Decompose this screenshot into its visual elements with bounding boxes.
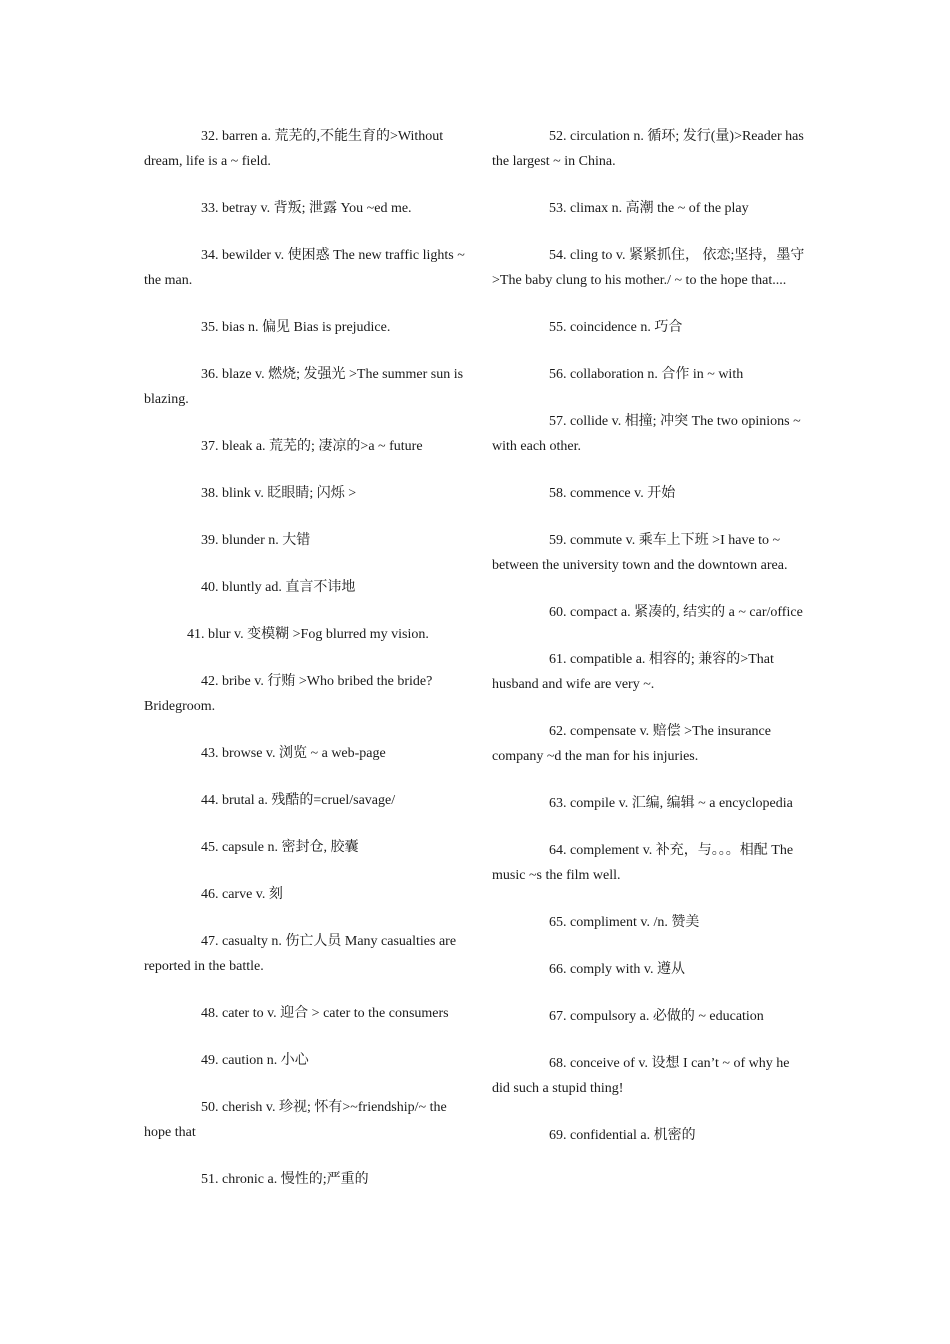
vocab-entry: 38. blink v. 眨眼睛; 闪烁 > bbox=[201, 486, 357, 501]
vocab-entry: 63. compile v. 汇编, 编辑 ~ a encyclopedia bbox=[549, 796, 793, 811]
vocab-entry: 37. bleak a. 荒芜的; 凄凉的>a ~ future bbox=[201, 439, 423, 454]
vocab-entry: 47. casualty n. 伤亡人员 Many casualties are reported in the battle. bbox=[144, 934, 457, 974]
vocab-entry: 52. circulation n. 循环; 发行(量)>Reader has the largest ~ in China. bbox=[492, 129, 804, 169]
vocab-entry: 53. climax n. 高潮 the ~ of the play bbox=[549, 201, 749, 216]
vocab-entry: 61. compatible a. 相容的; 兼容的>That husband and wife are very ~. bbox=[492, 652, 774, 692]
vocab-entry: 51. chronic a. 慢性的;严重的 bbox=[201, 1172, 369, 1187]
vocab-entry: 46. carve v. 刻 bbox=[201, 887, 283, 902]
vocab-entry: 54. cling to v. 紧紧抓住， 依恋;坚持，墨守>The baby clung to his mother./ ~ to the hope that.... bbox=[492, 248, 805, 288]
vocab-entry: 69. confidential a. 机密的 bbox=[549, 1128, 696, 1143]
vocab-entry: 62. compensate v. 赔偿 >The insurance company ~d the man for his injuries. bbox=[492, 724, 771, 764]
vocab-entry: 44. brutal a. 残酷的=cruel/savage/ bbox=[201, 793, 396, 808]
vocab-entry: 35. bias n. 偏见 Bias is prejudice. bbox=[201, 320, 391, 335]
vocab-entry: 56. collaboration n. 合作 in ~ with bbox=[549, 367, 744, 382]
vocab-entry: 50. cherish v. 珍视; 怀有>~friendship/~ the hope that bbox=[144, 1100, 447, 1140]
vocab-entry: 34. bewilder v. 使困惑 The new traffic lights ~ the man. bbox=[144, 248, 465, 288]
left-column bbox=[144, 124, 466, 1214]
vocab-entry: 39. blunder n. 大错 bbox=[201, 533, 311, 548]
vocab-entry: 32. barren a. 荒芜的,不能生育的>Without dream, life is a ~ field. bbox=[144, 129, 444, 169]
right-column bbox=[492, 124, 810, 1170]
vocab-entry: 58. commence v. 开始 bbox=[549, 486, 676, 501]
vocab-entry: 60. compact a. 紧凑的, 结实的 a ~ car/office bbox=[549, 605, 803, 620]
vocab-entry: 45. capsule n. 密封仓, 胶囊 bbox=[201, 840, 359, 855]
vocab-entry: 41. blur v. 变模糊 >Fog blurred my vision. bbox=[187, 627, 429, 642]
vocab-entry: 36. blaze v. 燃烧; 发强光 >The summer sun is blazing. bbox=[144, 367, 464, 407]
vocab-entry: 66. comply with v. 遵从 bbox=[549, 962, 685, 977]
vocab-entry: 40. bluntly ad. 直言不讳地 bbox=[201, 580, 356, 595]
vocab-entry: 59. commute v. 乘车上下班 >I have to ~ between the university town and the downtown area. bbox=[492, 533, 788, 573]
vocab-entry: 33. betray v. 背叛; 泄露 You ~ed me. bbox=[201, 201, 412, 216]
vocab-entry: 55. coincidence n. 巧合 bbox=[549, 320, 683, 335]
vocab-entry: 57. collide v. 相撞; 冲突 The two opinions ~ with each other. bbox=[492, 414, 801, 454]
vocab-entry: 43. browse v. 浏览 ~ a web-page bbox=[201, 746, 386, 761]
vocab-entry: 48. cater to v. 迎合 > cater to the consumers bbox=[201, 1006, 449, 1021]
vocab-entry: 42. bribe v. 行贿 >Who bribed the bride? Bridegroom. bbox=[144, 674, 433, 714]
vocab-entry: 65. compliment v. /n. 赞美 bbox=[549, 915, 700, 930]
vocab-entry: 68. conceive of v. 设想 I can’t ~ of why he did such a stupid thing! bbox=[492, 1056, 790, 1096]
vocab-entry: 64. complement v. 补充，与。。。相配 The music ~s the film well. bbox=[492, 843, 794, 883]
vocab-entry: 67. compulsory a. 必做的 ~ education bbox=[549, 1009, 764, 1024]
vocab-entry: 49. caution n. 小心 bbox=[201, 1053, 309, 1068]
